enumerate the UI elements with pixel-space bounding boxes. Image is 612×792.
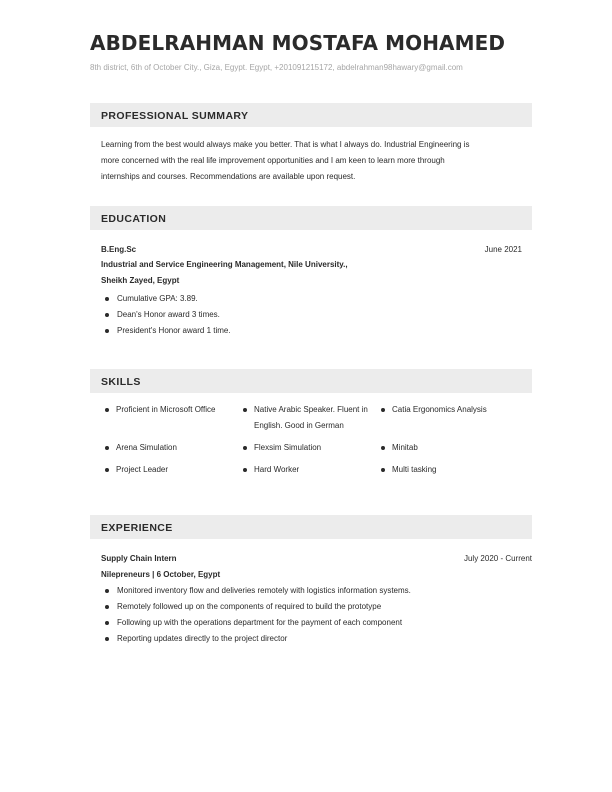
experience-title: EXPERIENCE <box>101 522 173 534</box>
contact-info: 8th district, 6th of October City., Giza, Egypt. Egypt, +201091215172, abdelrahman98hawary@gmail.com <box>90 63 463 72</box>
skill-item: Minitab <box>377 440 515 456</box>
skill-item: Proficient in Microsoft Office <box>101 402 239 434</box>
summary-section-header <box>90 103 532 127</box>
experience-bullets <box>101 583 411 647</box>
summary-line: more concerned with the real life improvement opportunities and I am keen to learn more through <box>101 156 445 165</box>
skill-item: Native Arabic Speaker. Fluent in English. Good in German <box>239 402 377 434</box>
summary-text <box>101 137 526 185</box>
list-item: Monitored inventory flow and deliveries remotely with logistics information systems. <box>101 583 411 599</box>
education-section-header <box>90 206 532 230</box>
company: Nilepreneurs | 6 October, Egypt <box>101 570 221 579</box>
list-item: Dean's Honor award 3 times. <box>101 307 231 323</box>
experience-section-header <box>90 515 532 539</box>
candidate-name: ABDELRAHMAN MOSTAFA MOHAMED <box>90 31 506 55</box>
skills-grid <box>101 402 526 478</box>
education-bullets <box>101 291 231 339</box>
school <box>101 257 391 289</box>
skill-item: Arena Simulation <box>101 440 239 456</box>
skill-item: Project Leader <box>101 462 239 478</box>
skills-title: SKILLS <box>101 376 141 388</box>
list-item: Following up with the operations department for the payment of each component <box>101 615 411 631</box>
summary-line: Learning from the best would always make you better. That is what I always do. Industrial Engineering is <box>101 140 470 149</box>
experience-date: July 2020 - Current <box>463 554 532 563</box>
list-item: Cumulative GPA: 3.89. <box>101 291 231 307</box>
degree: B.Eng.Sc <box>101 245 137 254</box>
list-item: Reporting updates directly to the project director <box>101 631 411 647</box>
summary-line: internships and courses. Recommendations are available upon request. <box>101 172 356 181</box>
job-role: Supply Chain Intern <box>101 554 177 563</box>
summary-title: PROFESSIONAL SUMMARY <box>101 110 249 122</box>
skill-item: Catia Ergonomics Analysis <box>377 402 515 434</box>
list-item: President's Honor award 1 time. <box>101 323 231 339</box>
education-date: June 2021 <box>484 245 522 254</box>
skill-item: Hard Worker <box>239 462 377 478</box>
education-title: EDUCATION <box>101 213 167 225</box>
school-location: Sheikh Zayed, Egypt <box>101 276 180 285</box>
skills-section-header <box>90 369 532 393</box>
school-line: Industrial and Service Engineering Management, Nile University., <box>101 260 348 269</box>
skill-item: Flexsim Simulation <box>239 440 377 456</box>
skill-item: Multi tasking <box>377 462 515 478</box>
list-item: Remotely followed up on the components of required to build the prototype <box>101 599 411 615</box>
